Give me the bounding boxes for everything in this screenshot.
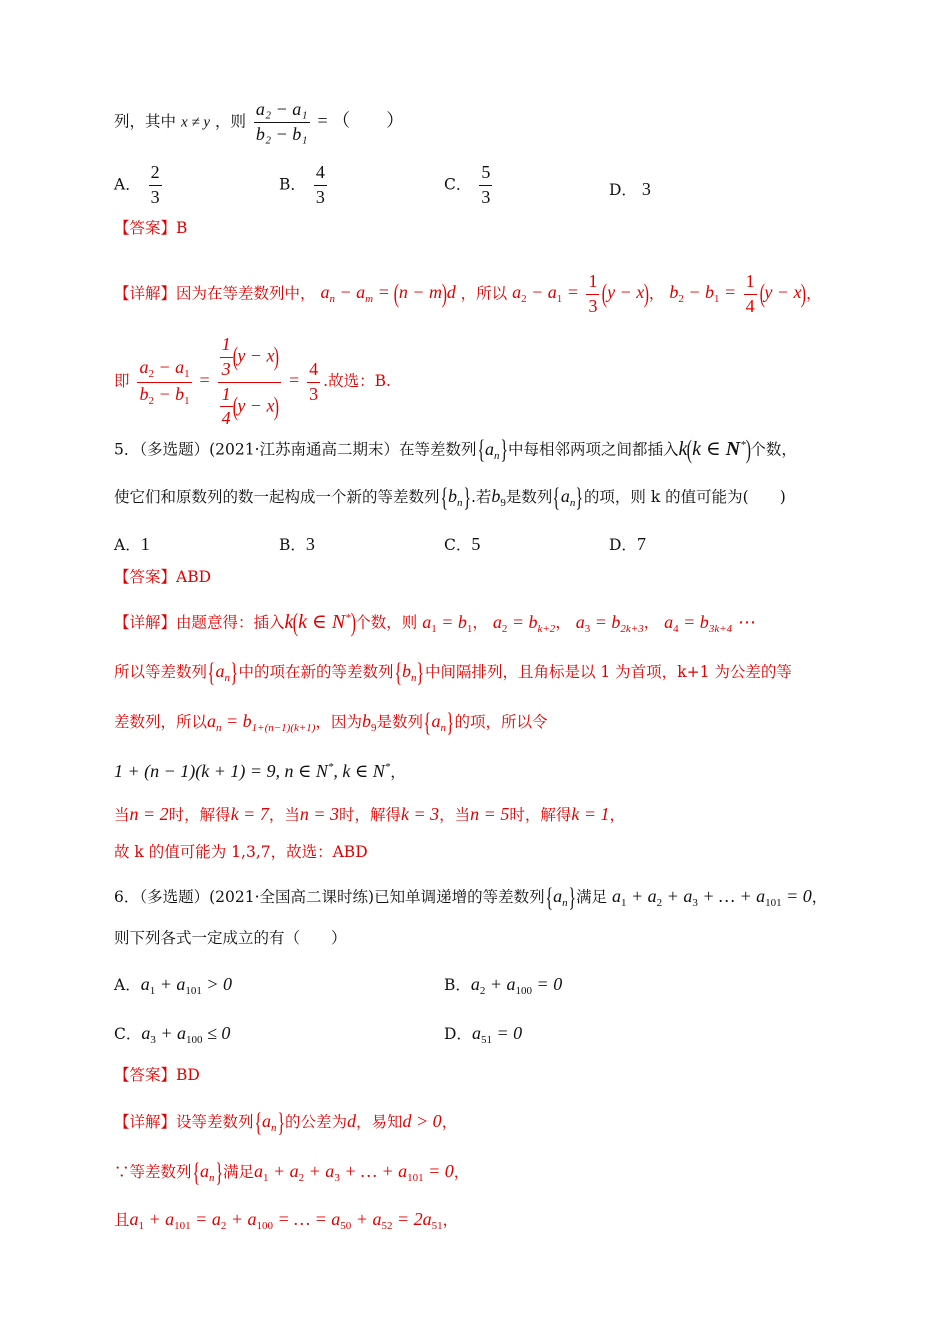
q5-detail-line3: 差数列，所以$a_n = b_{1+(n-1)(k+1)}$，因为$b_9$是数列$\{a_n\}$的项，所以令 — [114, 708, 548, 737]
q4-answer: 【答案】B — [114, 219, 188, 237]
q4-fraction: $\frac{\text{a₂ − a₁}}{\text{b₂ − b₁}}$ — [255, 99, 308, 144]
q4-condition: x ≠ y — [180, 114, 211, 131]
q6-detail-line1: 【详解】设等差数列$\{a_n\}$的公差为d，易知d > 0， — [114, 1108, 458, 1137]
q5-answer: 【答案】ABD — [114, 568, 212, 586]
q5-option-c: C．5 — [444, 534, 481, 554]
q5-detail-line6: 故 k 的值可能为 1,3,7，故选：ABD — [114, 843, 368, 861]
q4-option-d: D． 3 — [609, 179, 651, 199]
q6-option-b: B．$a_2 + a_{100} = 0$ — [444, 974, 563, 997]
q5-stem-line2: 使它们和原数列的数一起构成一个新的等差数列$\{b_n\}$.若$b_9$是数列$\{a_n\}$的项，则 k 的值可能为( ) — [114, 483, 786, 512]
q5-detail-line2: 所以等差数列$\{a_n\}$中的项在新的等差数列$\{b_n\}$中间隔排列，且角标是以 1 为首项，k+1 为公差的等 — [114, 658, 792, 687]
q6-stem-line1: 6．（多选题）(2021·全国高二课时练)已知单调递增的等差数列$\{a_n\}$满足 $a_1 + a_2 + a_3$ + … + $a_{101} = 0$， — [114, 883, 828, 912]
q5-option-b: B．3 — [279, 534, 315, 554]
q6-stem-line2: 则下列各式一定成立的有（ ） — [114, 929, 347, 947]
q4-option-c: C． $\frac{5}{3}$ — [444, 162, 491, 207]
q5-stem-line1: 5．（多选题）(2021·江苏南通高二期末）在等差数列$\{a_n\}$中每相邻两项之间都插入k(k ∈ N*)个数， — [114, 435, 797, 465]
q4-stem: 列，其中 x ≠ y ，则 $\frac{\text{a₂ − a₁}}{\text{b₂ − b₁}}$ = （ ） — [114, 99, 405, 144]
q5-option-d: D．7 — [609, 534, 646, 554]
q6-option-c: C．$a_3 + a_{100} \le 0$ — [114, 1023, 231, 1046]
q4-option-b: B． $\frac{4}{3}$ — [279, 162, 325, 207]
q5-option-a: A．1 — [114, 534, 150, 554]
q6-option-d: D．$a_{51} = 0$ — [444, 1023, 523, 1046]
q6-answer: 【答案】BD — [114, 1066, 200, 1084]
q6-option-a: A．$a_1 + a_{101} > 0$ — [114, 974, 233, 997]
q6-detail-line3: 且$a_1 + a_{101} = a_2 + a_{100}$ = … = $a_{50} + a_{52} = 2a_{51}$， — [114, 1209, 459, 1232]
q4-detail-line2: 即 $\frac{a_2 - a_1}{b_2 - b_1}$ = $\frac{1}{3}$ (y − x) $\frac{1}{4}$ (y − x) = $\frac{4}{3}$ .故选：B. — [114, 334, 391, 429]
q5-detail-line1: 【详解】由题意得：插入k(k ∈ N*)个数，则 $a_1 = b_1$， $a_2 = b_{k+2}$， $a_3 = b_{2k+3}$， $a_4 = b_{3k+4}$ ⋯ — [114, 608, 755, 637]
q5-detail-line5: 当n = 2时，解得k = 7，当n = 3时，解得k = 3，当n = 5时，解得k = 1， — [114, 804, 625, 824]
q6-detail-line2: ∵等差数列$\{a_n\}$满足$a_1 + a_2 + a_3$ + … + $a_{101} = 0$， — [114, 1158, 470, 1187]
q4-detail-line1: 【详解】因为在等差数列中， $a_n - a_m = (n - m)d$ ，所以 $a_2 - a_1$ = $\frac{1}{3}$ (y − x)， $b_2 - b_1$ = $\frac{1}{4}$ (y − x)， — [114, 271, 822, 316]
q5-detail-line4: 1 + (n − 1)(k + 1) = 9, n ∈ N*, k ∈ N*， — [114, 761, 406, 781]
q4-option-a: A． $\frac{2}{3}$ — [114, 162, 160, 207]
